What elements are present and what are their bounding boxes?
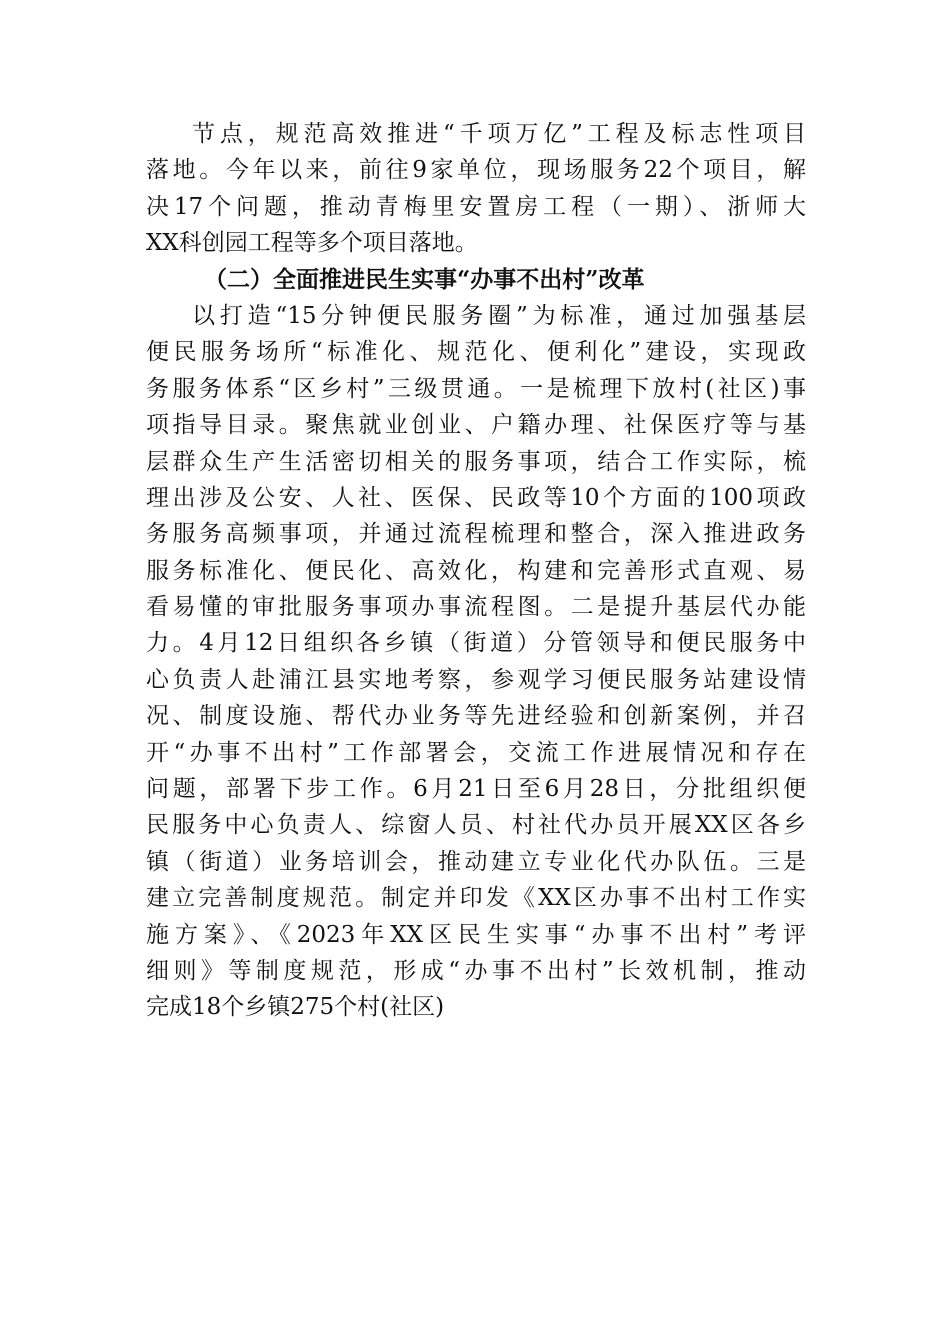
paragraph-line: 问题，部署下步工作。6月21日至6月28日，分批组织便 <box>146 776 806 803</box>
section-heading: （二）全面推进民生实事“办事不出村”改革 <box>204 265 645 293</box>
paragraph-line: 服务标准化、便民化、高效化，构建和完善形式直观、易 <box>146 557 806 584</box>
paragraph-line: 力。4月12日组织各乡镇（街道）分管领导和便民服务中 <box>146 630 806 657</box>
paragraph-line: 况、制度设施、帮代办业务等先进经验和创新案例，并召 <box>146 703 806 730</box>
paragraph-line: 落地。今年以来，前往9家单位，现场服务22个项目，解 <box>146 157 806 184</box>
paragraph-line: 便民服务场所“标准化、规范化、便利化”建设，实现政 <box>146 339 806 366</box>
paragraph-line: 细则》等制度规范，形成“办事不出村”长效机制，推动 <box>146 957 806 984</box>
paragraph-line: 决17个问题，推动青梅里安置房工程（一期）、浙师大 <box>146 193 806 220</box>
paragraph-line: 完成18个乡镇275个村(社区) <box>146 994 445 1021</box>
paragraph-line: 务服务高频事项，并通过流程梳理和整合，深入推进政务 <box>146 521 806 548</box>
paragraph-line: 施方案》、《2023年XX区民生实事“办事不出村”考评 <box>146 921 806 948</box>
paragraph-line: 心负责人赴浦江县实地考察，参观学习便民服务站建设情 <box>146 666 806 693</box>
paragraph-line: XX科创园工程等多个项目落地。 <box>146 230 478 257</box>
document-body <box>146 116 806 1026</box>
paragraph-line: 民服务中心负责人、综窗人员、村社代办员开展XX区各乡 <box>146 812 806 839</box>
paragraph-line: 项指导目录。聚焦就业创业、户籍办理、社保医疗等与基 <box>146 412 806 439</box>
paragraph-line: 务服务体系“区乡村”三级贯通。一是梳理下放村(社区)事 <box>146 375 806 402</box>
paragraph-line: 开“办事不出村”工作部署会，交流工作进展情况和存在 <box>146 739 806 766</box>
paragraph-line: 镇（街道）业务培训会，推动建立专业化代办队伍。三是 <box>146 848 806 875</box>
paragraph-line: 以打造“15分钟便民服务圈”为标准，通过加强基层 <box>192 302 806 329</box>
paragraph-line: 层群众生产生活密切相关的服务事项，结合工作实际，梳 <box>146 448 806 475</box>
paragraph-line: 理出涉及公安、人社、医保、民政等10个方面的100项政 <box>146 484 806 511</box>
paragraph-line: 节点，规范高效推进“千项万亿”工程及标志性项目 <box>192 121 806 147</box>
paragraph-line: 建立完善制度规范。制定并印发《XX区办事不出村工作实 <box>146 885 806 912</box>
paragraph-line: 看易懂的审批服务事项办事流程图。二是提升基层代办能 <box>146 594 806 621</box>
